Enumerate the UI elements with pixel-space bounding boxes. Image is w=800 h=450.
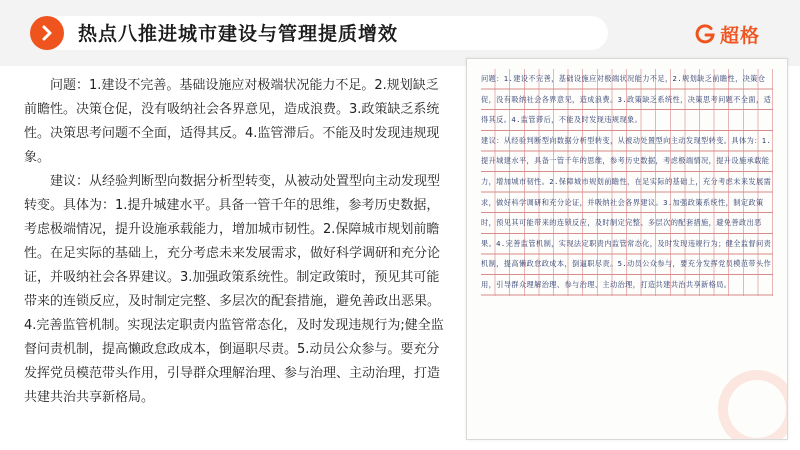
brand-logo [694, 20, 760, 48]
page-title: 热点八推进城市建设与管理提质增效 [78, 23, 399, 45]
suggestion-paragraph: 建议：从经验判断型向数据分析型转变，从被动处置型向主动发现型转变。具体为：1.提升城建水平。具备一管千年的思维，参考历史数据，考虑极端情况，提升设施承载能力，增加城市韧性。2.保障城市规划前瞻性。在足实际的基础上，充分考虑未来发展需求，做好科学调研和充分论证，并吸纳社会各界建议。3.加强政策系统性。制定政策时，预见其可能带来的连锁反应，及时制定完整、多层次的配套措施，避免善政出恶果。4.完善监管机制。实现法定职责内监管常态化，及时发现违规行为;健全监督问责机制，提高懒政怠政成本，倒逼职尽责。5.动员公众参与。要充分发挥党员模范带头作用，引导群众理解治理、参与治理、主动治理，打造共建共治共享新格局。 [24, 174, 444, 405]
header-bar [0, 0, 800, 66]
main-text [24, 74, 444, 410]
answer-sheet-suggestion: 建议：从经验判断型向数据分析型转变，从被动处置型向主动发现型转变。具体为：1.提升城建水平，具备一管千年的思维，参考历史数据，考虑极端情况，提升设施承载能力，增加城市韧性。2.保障城市规划前瞻性，在足实际的基础上，充分考虑未来发展需求，做好科学调研和充分论证，并吸纳社会各界建议。3.加强政策系统性，制定政策时，预见其可能带来的连锁反应，及时制定完整、多层次的配套措施，避免善政出恶果。4.完善监管机制，实现法定职责内监管常态化，及时发现违规行为；健全监督问责机制，提高懒政怠政成本，倒逼职尽责。5.动员公众参与，要充分发挥党员模范带头作用，引导群众理解治理、参与治理、主动治理，打造共建共治共享新格局。 [481, 135, 772, 289]
chevron-right-icon[interactable] [30, 16, 64, 50]
answer-sheet-problem: 问题：1.建设不完善，基础设施应对极端状况能力不足，2.规划缺乏前瞻性，决策仓促，没有吸纳社会各界意见，造成浪费。3.政策缺乏系统性，决策思考问题不全面，适得其反。4.监管滞后，不能及时发现违规现象。 [481, 74, 772, 125]
problem-paragraph: 问题：1.建设不完善。基础设施应对极端状况能力不足。2.规划缺乏前瞻性。决策仓促，没有吸纳社会各界意见，造成浪费。3.政策缺乏系统性。决策思考问题不全面，适得其反。4.监管滞后。不能及时发现违规现象。 [24, 78, 440, 165]
brand-name: 超格 [720, 24, 761, 47]
answer-sheet-grid [481, 69, 773, 296]
answer-sheet-image [466, 58, 788, 440]
watermark-logo [697, 349, 787, 439]
brand-g-icon [694, 23, 716, 45]
